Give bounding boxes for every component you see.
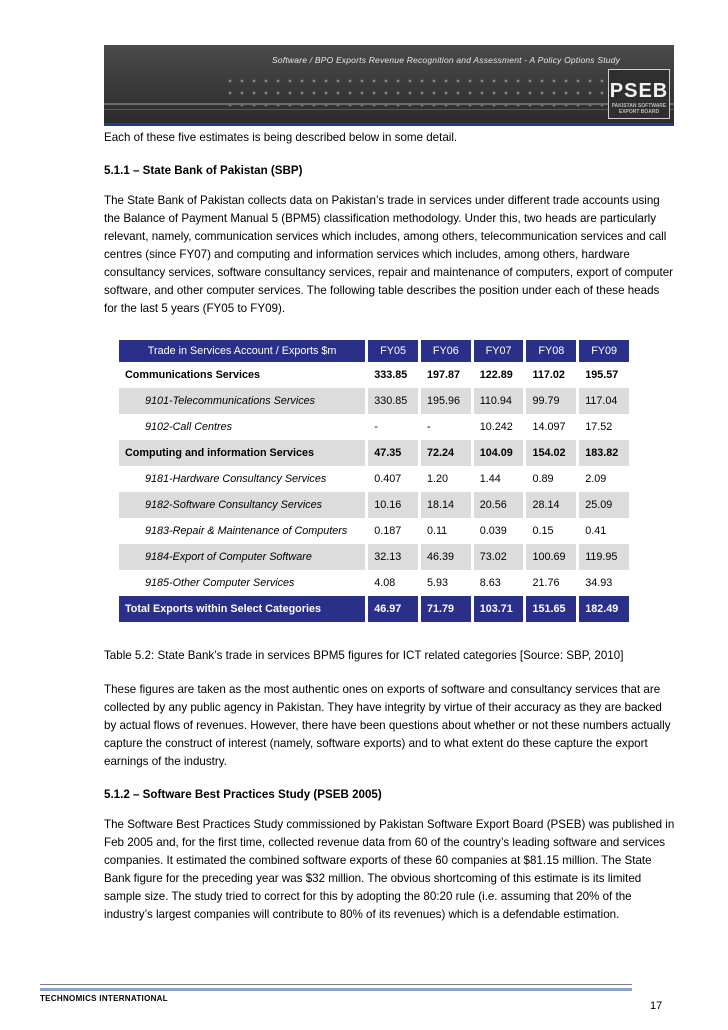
row-label: 9183-Repair & Maintenance of Computers (119, 518, 365, 544)
row-value: 154.02 (523, 440, 576, 466)
sbp-paragraph: The State Bank of Pakistan collects data on Pakistan’s trade in services under different trade accounts using the Balance of Payment Manual 5 (BPM5) classification methodology. Under this, two heads are particularly relevant, namely, communication services which includes, among others, telecommunication services and call centres (since FY07) and computing and information services which includes, among others, hardware consultancy services, software consultancy services, repair and maintenance of computers, export of computer software, and other computer services. The following table describes the position under each of these heads for the last 5 years (FY05 to FY09). (104, 194, 674, 315)
table-header-cell: Trade in Services Account / Exports $m (119, 340, 365, 362)
row-label: 9181-Hardware Consultancy Services (119, 466, 365, 492)
row-value: 197.87 (418, 362, 471, 388)
banner-title: Software / BPO Exports Revenue Recognition and Assessment - A Policy Options Study (272, 55, 621, 65)
row-label: Total Exports within Select Categories (119, 596, 365, 622)
row-value: 99.79 (523, 388, 576, 414)
footer-rule (40, 984, 632, 985)
row-label: Computing and information Services (119, 440, 365, 466)
table-row-total (119, 596, 629, 622)
row-value: 122.89 (471, 362, 524, 388)
row-value: 14.097 (523, 414, 576, 440)
row-value: 5.93 (418, 570, 471, 596)
row-label: 9184-Export of Computer Software (119, 544, 365, 570)
table-header-cell: FY09 (576, 340, 629, 362)
row-value: 103.71 (471, 596, 524, 622)
table-row (119, 492, 629, 518)
table-header-cell: FY06 (418, 340, 471, 362)
table-row (119, 388, 629, 414)
row-value: 119.95 (576, 544, 629, 570)
row-value: 0.039 (471, 518, 524, 544)
table-row (119, 570, 629, 596)
row-value: 0.89 (523, 466, 576, 492)
row-value: 2.09 (576, 466, 629, 492)
row-value: 151.65 (523, 596, 576, 622)
row-value: 46.97 (365, 596, 418, 622)
row-value: 10.242 (471, 414, 524, 440)
table-row (119, 362, 629, 388)
table-row (119, 544, 629, 570)
row-value: 100.69 (523, 544, 576, 570)
row-value: 72.24 (418, 440, 471, 466)
row-value: 195.57 (576, 362, 629, 388)
row-value: 0.407 (365, 466, 418, 492)
logo-text: PSEB (609, 80, 669, 102)
banner-line (104, 103, 674, 105)
row-label: 9185-Other Computer Services (119, 570, 365, 596)
row-value: - (418, 414, 471, 440)
intro-paragraph: Each of these five estimates is being described below in some detail. (104, 131, 458, 144)
authenticity-paragraph: These figures are taken as the most authentic ones on exports of software and consultancy services that are collected by any public agency in Pakistan. They have integrity by virtue of their accuracy as they are backed by actual flows of revenues. However, there have been questions about whether or not these numbers actually capture the construct of interest (namely, software exports) and to what extent do these capture the export earnings of the industry. (104, 683, 671, 768)
row-value: 0.187 (365, 518, 418, 544)
row-value: 25.09 (576, 492, 629, 518)
row-value: 28.14 (523, 492, 576, 518)
row-value: 104.09 (471, 440, 524, 466)
row-value: - (365, 414, 418, 440)
row-label: Communications Services (119, 362, 365, 388)
row-label: 9101-Telecommunications Services (119, 388, 365, 414)
row-value: 117.02 (523, 362, 576, 388)
row-value: 18.14 (418, 492, 471, 518)
table-row (119, 466, 629, 492)
row-value: 117.04 (576, 388, 629, 414)
row-value: 8.63 (471, 570, 524, 596)
row-label: 9102-Call Centres (119, 414, 365, 440)
row-value: 47.35 (365, 440, 418, 466)
row-label: 9182-Software Consultancy Services (119, 492, 365, 518)
row-value: 4.08 (365, 570, 418, 596)
section-heading-sbp: 5.1.1 – State Bank of Pakistan (SBP) (104, 164, 303, 177)
row-value: 0.11 (418, 518, 471, 544)
table-header-cell: FY08 (523, 340, 576, 362)
row-value: 46.39 (418, 544, 471, 570)
table-row (119, 518, 629, 544)
table-header-cell: FY07 (471, 340, 524, 362)
row-value: 71.79 (418, 596, 471, 622)
row-value: 34.93 (576, 570, 629, 596)
row-value: 182.49 (576, 596, 629, 622)
footer-company: TECHNOMICS INTERNATIONAL (40, 994, 168, 1003)
row-value: 333.85 (365, 362, 418, 388)
logo-subtitle: PAKISTAN SOFTWARE EXPORT BOARD (611, 103, 667, 115)
row-value: 10.16 (365, 492, 418, 518)
table-row (119, 440, 629, 466)
row-value: 0.15 (523, 518, 576, 544)
table-caption: Table 5.2: State Bank’s trade in services BPM5 figures for ICT related categories [Source: SBP, 2010] (104, 649, 624, 662)
row-value: 32.13 (365, 544, 418, 570)
header-banner (104, 45, 674, 123)
trade-services-table (119, 340, 629, 622)
pseb-paragraph: The Software Best Practices Study commissioned by Pakistan Software Export Board (PSEB) was published in Feb 2005 and, for the first time, collected revenue data from 60 of the country’s leading software and services companies. It estimated the combined software exports of these 60 companies at $81.15 million. The State Bank figure for the preceding year was $32 million. The obvious shortcoming of this estimate is its limited sample size. The study tried to correct for this by adopting the 80:20 rule (i.e. assuming that 20% of the industry’s largest companies will contribute to 80% of its revenues) which is a defendable estimation. (104, 818, 675, 921)
row-value: 1.44 (471, 466, 524, 492)
row-value: 195.96 (418, 388, 471, 414)
header-rule (104, 123, 674, 126)
banner-line (104, 109, 674, 110)
row-value: 73.02 (471, 544, 524, 570)
row-value: 110.94 (471, 388, 524, 414)
section-heading-pseb: 5.1.2 – Software Best Practices Study (PSEB 2005) (104, 788, 382, 801)
pseb-logo (608, 69, 670, 119)
table-header-cell: FY05 (365, 340, 418, 362)
footer-rule (40, 988, 632, 991)
row-value: 21.76 (523, 570, 576, 596)
row-value: 183.82 (576, 440, 629, 466)
row-value: 1.20 (418, 466, 471, 492)
table-row (119, 414, 629, 440)
row-value: 330.85 (365, 388, 418, 414)
row-value: 17.52 (576, 414, 629, 440)
row-value: 0.41 (576, 518, 629, 544)
row-value: 20.56 (471, 492, 524, 518)
page-number: 17 (650, 1000, 663, 1012)
